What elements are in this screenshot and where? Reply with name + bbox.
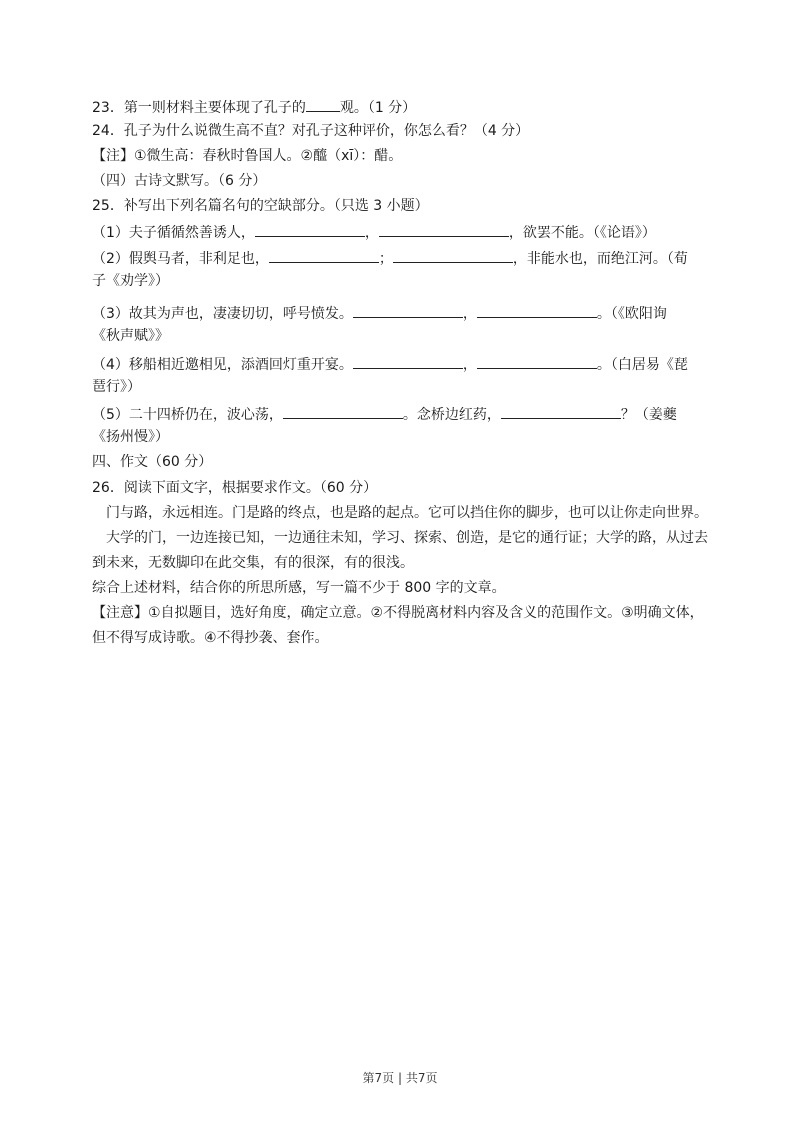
note: 【注】①微生高：春秋时鲁国人。②醯（xī）：醋。 [92, 148, 403, 164]
answer-blank[interactable] [393, 248, 513, 263]
answer-blank[interactable] [353, 354, 463, 369]
answer-blank[interactable] [306, 97, 340, 112]
answer-blank[interactable] [477, 303, 597, 318]
question-26: 26．阅读下面文字，根据要求作文。（60 分） [92, 480, 378, 496]
question-25-5: （5）二十四桥仍在，波心荡， 。念桥边红药， ？（姜夔 [92, 404, 722, 424]
material-paragraph-2-continued: 到未来，无数脚印在此交集，有的很深，有的很浅。 [92, 555, 414, 571]
answer-blank[interactable] [477, 354, 597, 369]
material-paragraph-1: 门与路，永远相连。门是路的终点，也是路的起点。它可以挡住你的脚步，也可以让你走向世界。 [106, 505, 708, 521]
question-25-4: （4）移船相近邀相见，添酒回灯重开宴。 ， 。（白居易《琵 [92, 354, 722, 374]
answer-blank[interactable] [269, 248, 379, 263]
answer-blank[interactable] [283, 404, 403, 419]
writing-requirement: 综合上述材料，结合你的所思所感，写一篇不少于 800 字的文章。 [92, 580, 506, 596]
question-25-3: （3）故其为声也，凄凄切切，呼号愤发。 ， 。（《欧阳询 [92, 303, 722, 323]
answer-blank[interactable] [501, 404, 621, 419]
material-paragraph-2: 大学的门，一边连接已知，一边通往未知，学习、探索、创造，是它的通行证；大学的路，从过去 [106, 530, 708, 546]
section-essay-title: 四、作文（60 分） [92, 454, 213, 470]
question-25-5-continued: 《扬州慢》） [92, 429, 169, 445]
question-25-1: （1）夫子循循然善诱人， ， ，欲罢不能。（《论语》） [92, 222, 722, 242]
question-25-3-continued: 《秋声赋》》 [92, 328, 169, 344]
answer-blank[interactable] [255, 222, 365, 237]
section-four-title: （四）古诗文默写。（6 分） [92, 173, 267, 189]
page-footer: 第7页 | 共7页 [362, 1071, 438, 1085]
question-25-2-continued: 子《劝学》） [92, 273, 169, 289]
question-25-4-continued: 琶行》） [92, 379, 141, 395]
attention-note: 【注意】①自拟题目，选好角度，确定立意。②不得脱离材料内容及含义的范围作文。③明确文体， [92, 605, 704, 621]
question-23: 23．第一则材料主要体现了孔子的 观。（1 分） [92, 97, 722, 117]
answer-blank[interactable] [379, 222, 509, 237]
attention-note-continued: 但不得写成诗歌。④不得抄袭、套作。 [92, 630, 329, 646]
answer-blank[interactable] [353, 303, 463, 318]
question-24: 24．孔子为什么说微生高不直？对孔子这种评价，你怎么看？（4 分） [92, 123, 530, 139]
question-25-2: （2）假舆马者，非利足也， ； ，非能水也，而绝江河。（荀 [92, 248, 722, 268]
question-25: 25．补写出下列名篇名句的空缺部分。（只选 3 小题） [92, 198, 429, 214]
